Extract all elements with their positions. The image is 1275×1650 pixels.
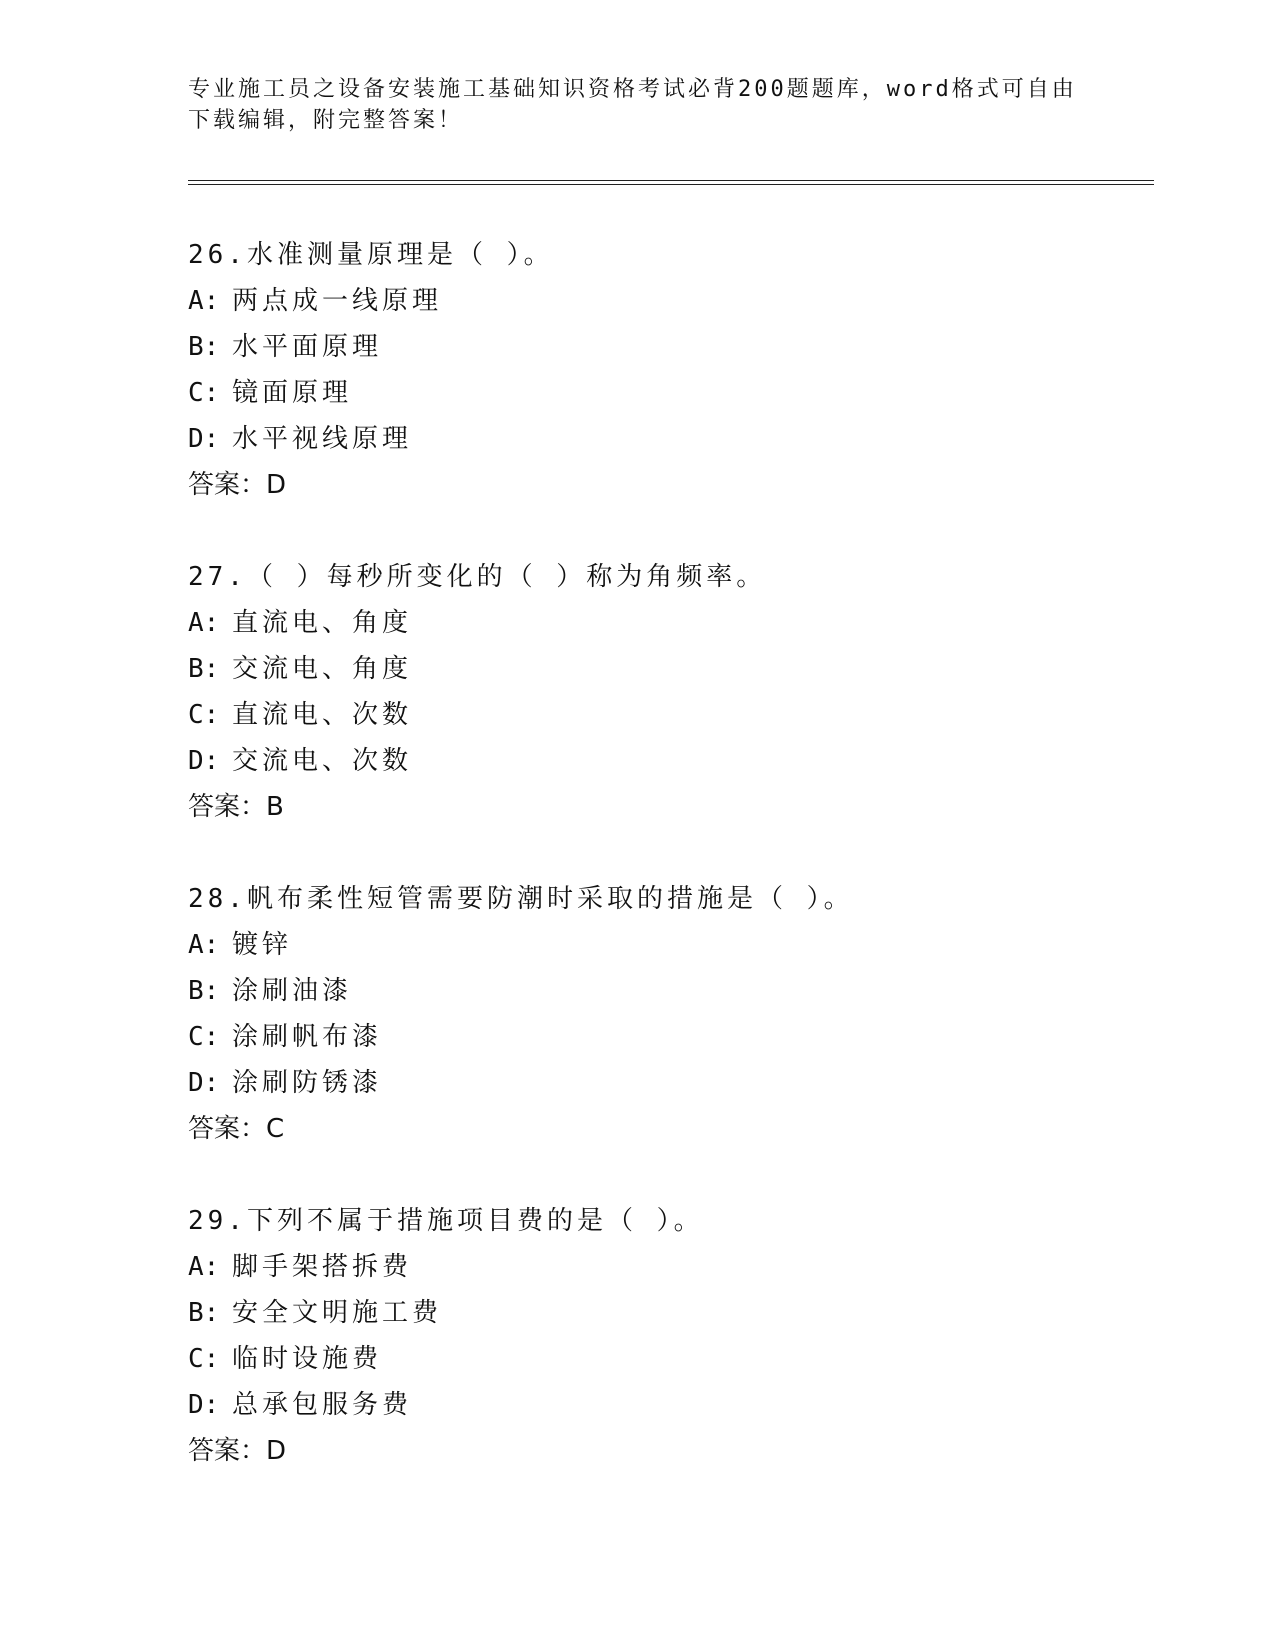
question-28 [188, 876, 1168, 1152]
option-a [188, 1244, 1168, 1290]
option-b [188, 324, 1168, 370]
option-b [188, 646, 1168, 692]
option-letter: B: [188, 654, 220, 684]
option-letter: D: [188, 424, 220, 454]
answer: 答案：C [188, 1114, 285, 1144]
option-text: 交流电、角度 [232, 654, 413, 684]
question-27 [188, 554, 1168, 830]
option-b [188, 968, 1168, 1014]
option-d [188, 416, 1168, 462]
option-letter: B: [188, 976, 220, 1006]
option-text: 水平视线原理 [232, 424, 413, 454]
option-a [188, 600, 1168, 646]
option-text: 涂刷防锈漆 [232, 1068, 383, 1098]
question-stem: 26.水准测量原理是（ ）。 [188, 240, 554, 270]
option-text: 安全文明施工费 [232, 1298, 443, 1328]
answer: 答案：D [188, 1436, 287, 1466]
option-text: 总承包服务费 [232, 1390, 413, 1420]
option-text: 涂刷帆布漆 [232, 1022, 383, 1052]
question-stem: 28.帆布柔性短管需要防潮时采取的措施是（ ）。 [188, 884, 854, 914]
header-line-1: 专业施工员之设备安装施工基础知识资格考试必背200题题库，word格式可自由 [188, 77, 1077, 102]
option-a [188, 278, 1168, 324]
option-text: 脚手架搭拆费 [232, 1252, 413, 1282]
answer: 答案：B [188, 792, 284, 822]
option-letter: D: [188, 1068, 220, 1098]
question-stem: 29.下列不属于措施项目费的是（ ）。 [188, 1206, 704, 1236]
option-text: 交流电、次数 [232, 746, 413, 776]
option-text: 涂刷油漆 [232, 976, 353, 1006]
option-d [188, 1060, 1168, 1106]
option-letter: C: [188, 378, 220, 408]
option-text: 两点成一线原理 [232, 286, 443, 316]
header-divider-bottom [188, 184, 1154, 185]
option-letter: A: [188, 1252, 220, 1282]
option-text: 镀锌 [232, 930, 293, 960]
option-d [188, 1382, 1168, 1428]
option-text: 水平面原理 [232, 332, 383, 362]
answer: 答案：D [188, 470, 287, 500]
option-text: 临时设施费 [232, 1344, 383, 1374]
question-26 [188, 232, 1168, 508]
option-letter: A: [188, 608, 220, 638]
header-divider-top [188, 180, 1154, 181]
document-header [188, 74, 1088, 136]
option-letter: C: [188, 1022, 220, 1052]
option-letter: B: [188, 1298, 220, 1328]
option-letter: D: [188, 1390, 220, 1420]
option-c [188, 1014, 1168, 1060]
header-line-2: 下载编辑，附完整答案！ [188, 108, 464, 133]
option-letter: A: [188, 930, 220, 960]
option-text: 镜面原理 [232, 378, 353, 408]
option-letter: C: [188, 1344, 220, 1374]
option-c [188, 1336, 1168, 1382]
option-b [188, 1290, 1168, 1336]
option-letter: A: [188, 286, 220, 316]
option-d [188, 738, 1168, 784]
option-c [188, 370, 1168, 416]
option-text: 直流电、角度 [232, 608, 413, 638]
option-a [188, 922, 1168, 968]
option-c [188, 692, 1168, 738]
option-letter: B: [188, 332, 220, 362]
option-letter: D: [188, 746, 220, 776]
option-letter: C: [188, 700, 220, 730]
question-29 [188, 1198, 1168, 1474]
option-text: 直流电、次数 [232, 700, 413, 730]
question-stem: 27.（ ）每秒所变化的（ ）称为角频率。 [188, 562, 767, 592]
